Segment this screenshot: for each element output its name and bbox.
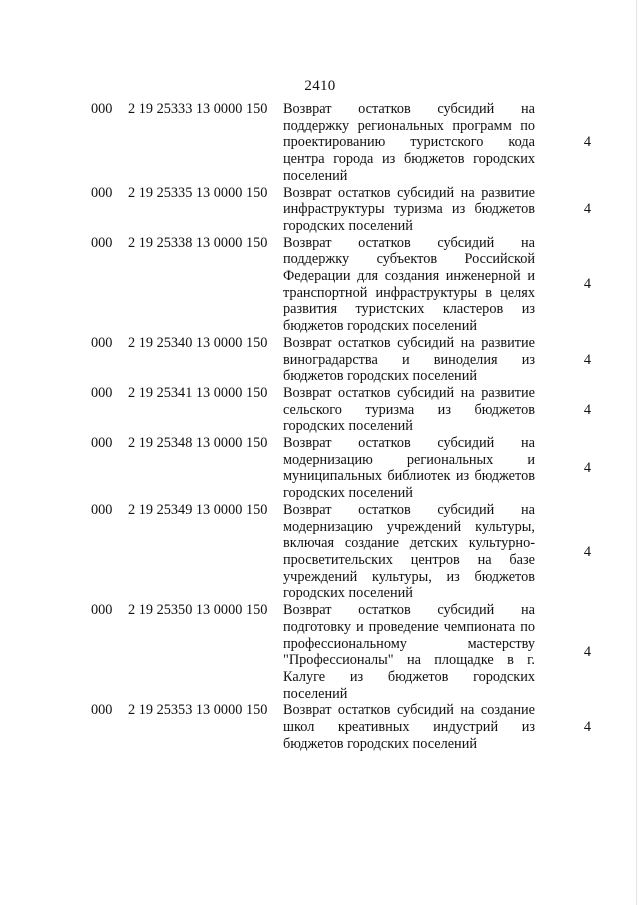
admin-code: 000 [91,602,113,619]
admin-code: 000 [91,501,113,518]
table-row [91,502,591,602]
admin-code: 000 [91,334,113,351]
row-value: 4 [583,351,591,368]
row-value: 4 [583,643,591,660]
admin-code: 000 [91,184,113,201]
admin-code: 000 [91,384,113,401]
table-row [91,335,591,385]
row-value: 4 [583,276,591,293]
row-value: 4 [583,134,591,151]
kbk-code: 2 19 25348 13 0000 150 [128,435,268,452]
row-value: 4 [583,460,591,477]
table-row [91,602,591,702]
row-description: Возврат остатков субсидий на поддержку региональных программ по проектированию туристского кода центра города из бюджетов городских поселений [283,101,535,184]
table-row [91,101,591,185]
kbk-code: 2 19 25335 13 0000 150 [128,184,268,201]
kbk-code: 2 19 25333 13 0000 150 [128,101,268,117]
admin-code: 000 [91,101,113,117]
kbk-code: 2 19 25353 13 0000 150 [128,702,268,719]
kbk-code: 2 19 25340 13 0000 150 [128,334,268,351]
admin-code: 000 [91,234,113,251]
scan-edge-line [636,0,637,905]
kbk-code: 2 19 25349 13 0000 150 [128,501,268,518]
page-number: 2410 [304,78,336,94]
row-description: Возврат остатков субсидий на модернизацию региональных и муниципальных библиотек из бюджетов городских поселений [283,435,535,502]
table-row [91,435,591,502]
row-description: Возврат остатков субсидий на развитие виноградарства и виноделия из бюджетов городских поселений [283,334,535,385]
row-value: 4 [583,543,591,560]
admin-code: 000 [91,435,113,452]
row-value: 4 [583,719,591,736]
row-description: Возврат остатков субсидий на поддержку субъектов Российской Федерации для создания инженерной и транспортной инфраструктуры в целях развития туристских кластеров из бюджетов городских поселений [283,234,535,335]
admin-code: 000 [91,702,113,719]
table-row [91,702,591,752]
row-value: 4 [583,201,591,218]
row-description: Возврат остатков субсидий на создание школ креативных индустрий из бюджетов городских поселений [283,702,535,752]
row-description: Возврат остатков субсидий на развитие сельского туризма из бюджетов городских поселений [283,384,535,435]
kbk-code: 2 19 25350 13 0000 150 [128,602,268,619]
row-value: 4 [583,401,591,418]
table-row [91,185,591,235]
table-row [91,385,591,435]
row-description: Возврат остатков субсидий на подготовку и проведение чемпионата по профессиональному мастерству "Профессионалы" на площадке в г. Калуге из бюджетов городских поселений [283,602,535,702]
kbk-code: 2 19 25338 13 0000 150 [128,234,268,251]
row-description: Возврат остатков субсидий на развитие инфраструктуры туризма из бюджетов городских поселений [283,184,535,234]
kbk-code: 2 19 25341 13 0000 150 [128,384,268,401]
table-row [91,235,591,335]
row-description: Возврат остатков субсидий на модернизацию учреждений культуры, включая создание детских культурно-просветительских центров на базе учреждений культуры, из бюджетов городских поселений [283,501,535,602]
budget-classification-table [91,101,591,752]
